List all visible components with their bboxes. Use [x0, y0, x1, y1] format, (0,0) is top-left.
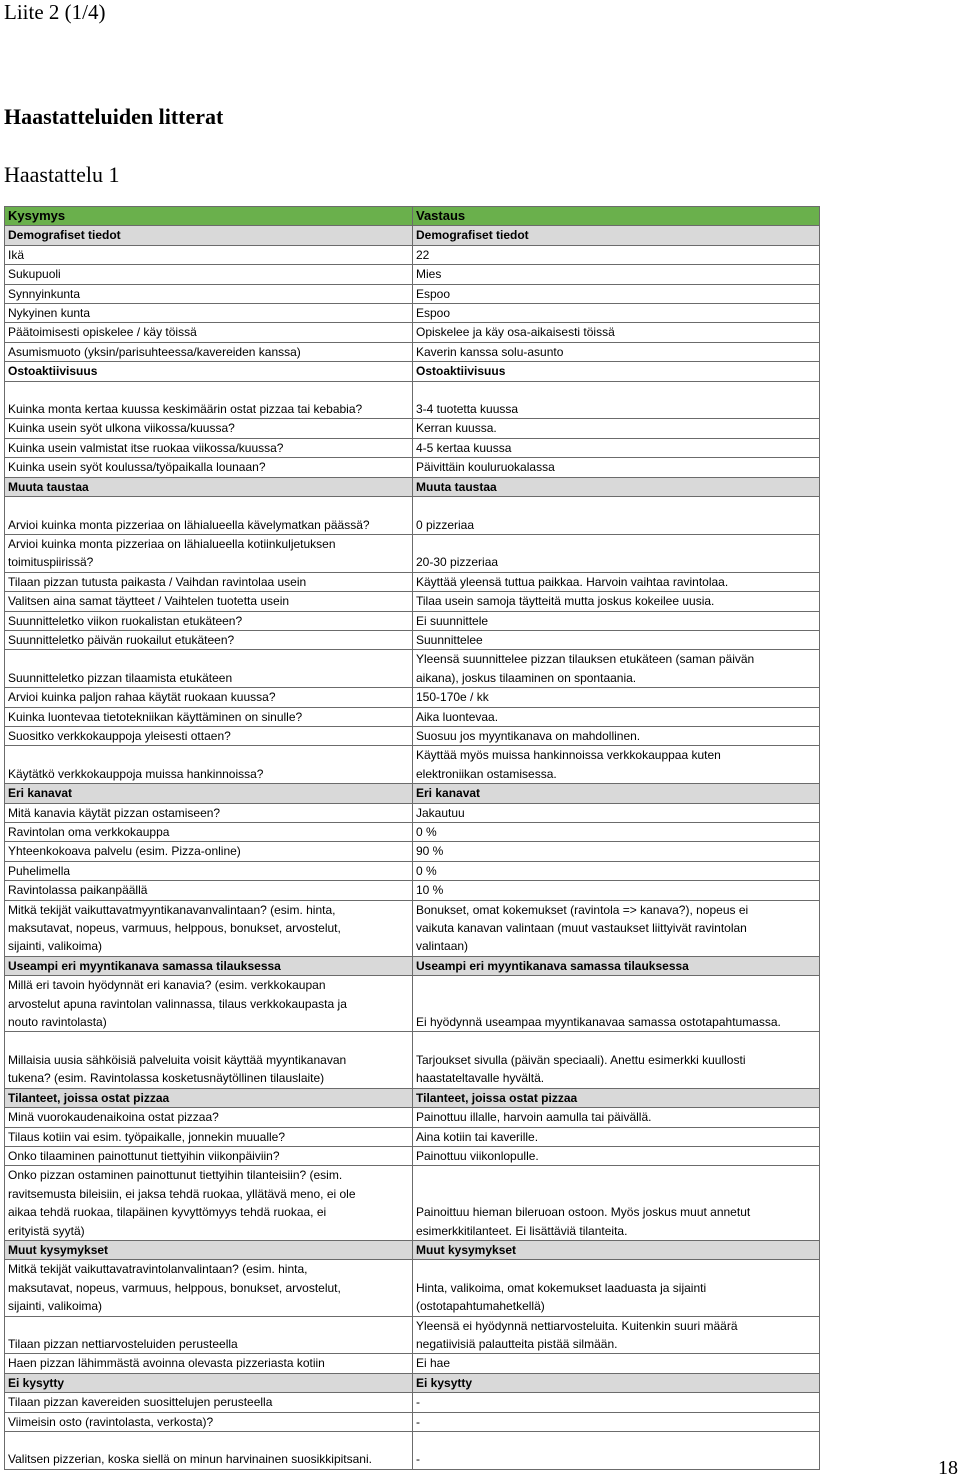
- question-cell: Onko tilaaminen painottunut tiettyihin viikonpäiviin?: [5, 1146, 413, 1165]
- table-row: [5, 881, 820, 900]
- question-cell: Eri kanavat: [5, 784, 413, 803]
- answer-cell: Vastaus: [413, 207, 820, 226]
- table-row: [5, 803, 820, 822]
- table-row: [5, 458, 820, 477]
- answer-cell: Opiskelee ja käy osa-aikaisesti töissä: [413, 323, 820, 342]
- answer-cell: Käyttää yleensä tuttua paikkaa. Harvoin vaihtaa ravintolaa.: [413, 572, 820, 591]
- section-row: [5, 1088, 820, 1107]
- question-cell: Kuinka monta kertaa kuussa keskimäärin ostat pizzaa tai kebabia?: [5, 381, 413, 419]
- answer-cell: Ei hae: [413, 1354, 820, 1373]
- section-row: [5, 1373, 820, 1392]
- question-cell: Mitä kanavia käytät pizzan ostamiseen?: [5, 803, 413, 822]
- question-cell: Sukupuoli: [5, 265, 413, 284]
- question-cell: Demografiset tiedot: [5, 226, 413, 245]
- table-row: [5, 534, 820, 572]
- section-row: [5, 226, 820, 245]
- table-row: [5, 342, 820, 361]
- table-row: [5, 1166, 820, 1241]
- document-title: Haastatteluiden litterat: [4, 104, 224, 129]
- question-cell: Tilaan pizzan tutusta paikasta / Vaihdan ravintolaa usein: [5, 572, 413, 591]
- table-row: [5, 630, 820, 649]
- table-row: [5, 1108, 820, 1127]
- question-cell: Millä eri tavoin hyödynnät eri kanavia? (esim. verkkokaupan arvostelut apuna ravintolan valinnassa, tilaus verkkokaupasta ja nouto ravintolasta): [5, 976, 413, 1032]
- answer-cell: Kaverin kanssa solu-asunto: [413, 342, 820, 361]
- table-row: [5, 323, 820, 342]
- question-cell: Onko pizzan ostaminen painottunut tiettyihin tilanteisiin? (esim. ravitsemusta bileisiin, ei jaksa tehdä ruokaa, yllätävä meno, ei ole aikaa tehdä ruokaa, tilapäinen kyvyttömyys tehdä ruokaa, ei erityistä syytä): [5, 1166, 413, 1241]
- answer-cell: Bonukset, omat kokemukset (ravintola => kanava?), nopeus ei vaikuta kanavan valintaan (muut vastaukset liittyivät ravintolan valintaan): [413, 900, 820, 956]
- table-row: [5, 1432, 820, 1470]
- question-cell: Suunnitteletko päivän ruokailut etukäteen?: [5, 630, 413, 649]
- question-cell: Synnyinkunta: [5, 284, 413, 303]
- table-row: [5, 842, 820, 861]
- answer-cell: Espoo: [413, 284, 820, 303]
- question-cell: Suunnitteletko pizzan tilaamista etukäteen: [5, 650, 413, 688]
- table-row: [5, 1260, 820, 1316]
- question-cell: Käytätkö verkkokauppoja muissa hankinnoissa?: [5, 746, 413, 784]
- answer-cell: 20-30 pizzeriaa: [413, 534, 820, 572]
- table-row: [5, 1316, 820, 1354]
- table-row: [5, 823, 820, 842]
- question-cell: Millaisia uusia sähköisiä palveluita voisit käyttää myyntikanavan tukena? (esim. Ravintolassa kosketusnäytöllinen tilauslaite): [5, 1032, 413, 1088]
- question-cell: Ostoaktiivisuus: [5, 362, 413, 381]
- table-row: [5, 726, 820, 745]
- answer-cell: Päivittäin kouluruokalassa: [413, 458, 820, 477]
- answer-cell: 10 %: [413, 881, 820, 900]
- answer-cell: Painoittuu hieman bileruoan ostoon. Myös joskus muut annetut esimerkkitilanteet. Ei lisättäviä tilanteita.: [413, 1166, 820, 1241]
- table-row: [5, 304, 820, 323]
- question-cell: Arvioi kuinka monta pizzeriaa on lähialueella kotiinkuljetuksen toimituspiirissä?: [5, 534, 413, 572]
- answer-cell: Aina kotiin tai kaverille.: [413, 1127, 820, 1146]
- answer-cell: Ei suunnittele: [413, 611, 820, 630]
- table-row: [5, 284, 820, 303]
- answer-cell: Ei kysytty: [413, 1373, 820, 1392]
- table-row: [5, 611, 820, 630]
- question-cell: Mitkä tekijät vaikuttavatmyyntikanavanvalintaan? (esim. hinta, maksutavat, nopeus, varmuus, helppous, bonukset, arvostelut, sijainti, valikoima): [5, 900, 413, 956]
- table-row: [5, 572, 820, 591]
- question-cell: Arvioi kuinka paljon rahaa käytät ruokaan kuussa?: [5, 688, 413, 707]
- answer-cell: 3-4 tuotetta kuussa: [413, 381, 820, 419]
- answer-cell: Muuta taustaa: [413, 477, 820, 496]
- answer-cell: 0 %: [413, 861, 820, 880]
- question-cell: Arvioi kuinka monta pizzeriaa on lähialueella kävelymatkan päässä?: [5, 497, 413, 535]
- answer-cell: Demografiset tiedot: [413, 226, 820, 245]
- table-row: [5, 707, 820, 726]
- table-row: [5, 900, 820, 956]
- question-cell: Viimeisin osto (ravintolasta, verkosta)?: [5, 1412, 413, 1431]
- answer-cell: 0 pizzeriaa: [413, 497, 820, 535]
- table-row: [5, 1393, 820, 1412]
- table-row: [5, 861, 820, 880]
- section-row: [5, 362, 820, 381]
- answer-cell: -: [413, 1412, 820, 1431]
- answer-cell: Kerran kuussa.: [413, 419, 820, 438]
- question-cell: Tilaan pizzan kavereiden suosittelujen perusteella: [5, 1393, 413, 1412]
- table-row: [5, 1032, 820, 1088]
- answer-cell: 150-170e / kk: [413, 688, 820, 707]
- question-cell: Kuinka usein valmistat itse ruokaa viikossa/kuussa?: [5, 438, 413, 457]
- answer-cell: Yleensä suunnittelee pizzan tilauksen etukäteen (saman päivän aikana), joskus tilaaminen on spontaania.: [413, 650, 820, 688]
- table-row: [5, 650, 820, 688]
- question-cell: Muuta taustaa: [5, 477, 413, 496]
- answer-cell: Tilanteet, joissa ostat pizzaa: [413, 1088, 820, 1107]
- question-cell: Suunnitteletko viikon ruokalistan etukäteen?: [5, 611, 413, 630]
- table-row: [5, 419, 820, 438]
- answer-cell: 22: [413, 245, 820, 264]
- answer-cell: Tarjoukset sivulla (päivän speciaali). Anettu esimerkki kuullosti haastateltavalle hyvältä.: [413, 1032, 820, 1088]
- question-cell: Suositko verkkokauppoja yleisesti ottaen?: [5, 726, 413, 745]
- interview-table-body: [5, 207, 820, 1470]
- question-cell: Valitsen aina samat täytteet / Vaihtelen tuotetta usein: [5, 592, 413, 611]
- question-cell: Valitsen pizzerian, koska siellä on minun harvinainen suosikkipitsani.: [5, 1432, 413, 1470]
- question-cell: Kysymys: [5, 207, 413, 226]
- answer-cell: Hinta, valikoima, omat kokemukset laaduasta ja sijainti (ostotapahtumahetkellä): [413, 1260, 820, 1316]
- answer-cell: Ostoaktiivisuus: [413, 362, 820, 381]
- question-cell: Mitkä tekijät vaikuttavatravintolanvalintaan? (esim. hinta, maksutavat, nopeus, varmuus, helppous, bonukset, arvostelut, sijainti, valikoima): [5, 1260, 413, 1316]
- table-row: [5, 746, 820, 784]
- answer-cell: Suosuu jos myyntikanava on mahdollinen.: [413, 726, 820, 745]
- question-cell: Asumismuoto (yksin/parisuhteessa/kavereiden kanssa): [5, 342, 413, 361]
- section-row: [5, 1240, 820, 1259]
- question-cell: Nykyinen kunta: [5, 304, 413, 323]
- page-number: 18: [938, 1457, 958, 1479]
- question-cell: Tilanteet, joissa ostat pizzaa: [5, 1088, 413, 1107]
- answer-cell: Käyttää myös muissa hankinnoissa verkkokauppaa kuten elektroniikan ostamisessa.: [413, 746, 820, 784]
- answer-cell: Espoo: [413, 304, 820, 323]
- table-row: [5, 245, 820, 264]
- answer-cell: -: [413, 1432, 820, 1470]
- answer-cell: Aika luontevaa.: [413, 707, 820, 726]
- question-cell: Useampi eri myyntikanava samassa tilauksessa: [5, 956, 413, 975]
- answer-cell: 0 %: [413, 823, 820, 842]
- answer-cell: Mies: [413, 265, 820, 284]
- table-header-row: [5, 207, 820, 226]
- answer-cell: Useampi eri myyntikanava samassa tilauksessa: [413, 956, 820, 975]
- question-cell: Ravintolan oma verkkokauppa: [5, 823, 413, 842]
- answer-cell: 90 %: [413, 842, 820, 861]
- answer-cell: Tilaa usein samoja täytteitä mutta joskus kokeilee uusia.: [413, 592, 820, 611]
- answer-cell: Jakautuu: [413, 803, 820, 822]
- table-row: [5, 976, 820, 1032]
- table-row: [5, 497, 820, 535]
- section-row: [5, 784, 820, 803]
- table-row: [5, 592, 820, 611]
- question-cell: Tilaus kotiin vai esim. työpaikalle, jonnekin muualle?: [5, 1127, 413, 1146]
- page-header: Liite 2 (1/4): [4, 0, 106, 24]
- question-cell: Päätoimisesti opiskelee / käy töissä: [5, 323, 413, 342]
- section-title: Haastattelu 1: [4, 162, 120, 187]
- table-row: [5, 688, 820, 707]
- question-cell: Ikä: [5, 245, 413, 264]
- question-cell: Minä vuorokaudenaikoina ostat pizzaa?: [5, 1108, 413, 1127]
- answer-cell: Eri kanavat: [413, 784, 820, 803]
- question-cell: Haen pizzan lähimmästä avoinna olevasta pizzeriasta kotiin: [5, 1354, 413, 1373]
- question-cell: Puhelimella: [5, 861, 413, 880]
- table-row: [5, 1412, 820, 1431]
- question-cell: Tilaan pizzan nettiarvosteluiden perusteella: [5, 1316, 413, 1354]
- answer-cell: Painottuu illalle, harvoin aamulla tai päivällä.: [413, 1108, 820, 1127]
- answer-cell: Painottuu viikonlopulle.: [413, 1146, 820, 1165]
- answer-cell: Ei hyödynnä useampaa myyntikanavaa samassa ostotapahtumassa.: [413, 976, 820, 1032]
- answer-cell: Muut kysymykset: [413, 1240, 820, 1259]
- question-cell: Ei kysytty: [5, 1373, 413, 1392]
- table-row: [5, 381, 820, 419]
- table-row: [5, 438, 820, 457]
- answer-cell: -: [413, 1393, 820, 1412]
- question-cell: Ravintolassa paikanpäällä: [5, 881, 413, 900]
- answer-cell: Yleensä ei hyödynnä nettiarvosteluita. Kuitenkin suuri määrä negatiivisiä palautteita pistää silmään.: [413, 1316, 820, 1354]
- table-row: [5, 1354, 820, 1373]
- question-cell: Yhteenkokoava palvelu (esim. Pizza-online): [5, 842, 413, 861]
- question-cell: Muut kysymykset: [5, 1240, 413, 1259]
- interview-table: [4, 206, 820, 1470]
- section-row: [5, 477, 820, 496]
- question-cell: Kuinka usein syöt ulkona viikossa/kuussa?: [5, 419, 413, 438]
- section-row: [5, 956, 820, 975]
- table-row: [5, 1127, 820, 1146]
- answer-cell: Suunnittelee: [413, 630, 820, 649]
- answer-cell: 4-5 kertaa kuussa: [413, 438, 820, 457]
- question-cell: Kuinka luontevaa tietotekniikan käyttäminen on sinulle?: [5, 707, 413, 726]
- table-row: [5, 265, 820, 284]
- table-row: [5, 1146, 820, 1165]
- question-cell: Kuinka usein syöt koulussa/työpaikalla lounaan?: [5, 458, 413, 477]
